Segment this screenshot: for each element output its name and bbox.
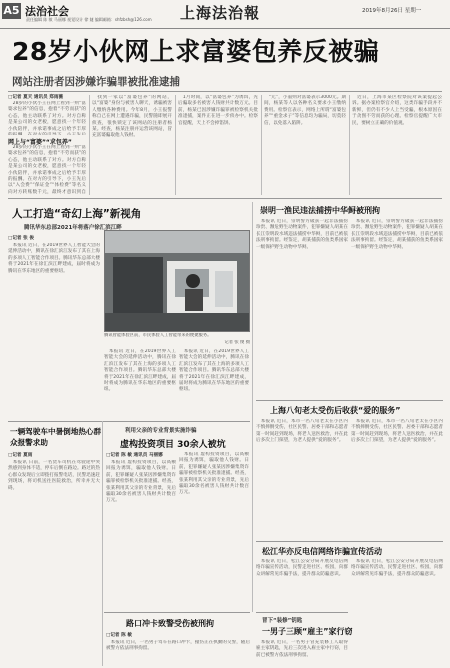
section-rule bbox=[104, 612, 250, 613]
lead-col-1b: 28岁的小伙小王在网上看到一则“富婆求包养”的信息，抱着“不劳而获”的心态，他主动联系了对方。对方自称是某公司的女老板，愿意找一个年轻小伙陪伴，并承诺事成之后给予丰厚的报酬。在对方的引导下，小王先后以“入会费”“保证金”“体检费”等名义向对方转账数千元，最终才意识到自 bbox=[8, 145, 86, 195]
lead-col-1: 28岁的小伙小王在网上看到一则“富婆求包养”的信息，抱着“不劳而获”的心态，他主动联系了对方。对方自称是某公司的女老板，愿意找一个年轻小伙陪伴，并承诺事成之后给予丰厚 bbox=[8, 101, 86, 132]
right-body-1: 本报讯 近日，崇明警方破获一起非法捕捞珍贵、濒危野生动物案件，犯罪嫌疑人胡某在长江崇明段水域违法捕捞中华鲟，目前已被依法刑事拘留。经鉴定，胡某捕获的鱼类系国家一级保护野生动物中华鲟。 bbox=[256, 219, 348, 250]
lead-byline: □记者 夏天 通讯员 郑雨薇 bbox=[8, 95, 64, 100]
drink-body: 本报讯 近日，一名男子驾车在路口冲卡，撞伤正在执勤的交警，随后被警方依法刑事拘留。 bbox=[106, 640, 250, 652]
ai-headline: 人工打造“奇幻上海”新视角 bbox=[12, 208, 142, 220]
lead-col-4: “元”，小董则对富婆表示3000元。期间，杨某等人以各种名义要求小王缴纳费用。检察官表示，网络上所谓“富婆包养”“重金求子”等信息均为骗局，切莫轻信，以免落入陷阱。 bbox=[264, 95, 346, 126]
right-headline-3: 松江华亦反电信网络诈骗宣传活动 bbox=[262, 547, 382, 556]
section-rule bbox=[8, 198, 442, 199]
right-kicker-4: 冒下“装修”钥匙 bbox=[262, 618, 303, 624]
divider bbox=[261, 95, 262, 195]
right-body-2: 本报讯 近日，本市一名八旬老太在小区内不慎摔倒受伤，社区民警、居委干部和志愿者第一时间赶到现场，将老人送医救治，并在此后多次上门探望，为老人提供“爱的服务”。 bbox=[256, 419, 348, 444]
lead-rule bbox=[8, 91, 442, 92]
ai-photo-caption: 腾讯智能体验区前，市民体验人工智能带来的便捷服务。 bbox=[104, 333, 212, 338]
lead-col-3: 1月时间，以“富婆包养”为诱饵，先后骗取多名被害人钱财共计数万元。目前，杨某已因涉嫌诈骗罪被检察机关批准逮捕，案件正在进一步侦办中。检察官提醒，天上不会掉馅饼。 bbox=[178, 95, 258, 126]
drink-byline: □记者 陈 敏 bbox=[106, 633, 132, 638]
right-body-3: 本报讯 近日，松江公安分局开展反电信网络诈骗宣传活动，民警走进社区、校园，向群众讲解常见诈骗手法，提升群众防骗意识。 bbox=[256, 559, 348, 577]
divider bbox=[252, 202, 253, 612]
ai-subhead: 腾讯华东总部2021年将落户徐汇滨江畔 bbox=[24, 225, 122, 231]
section-editors: 责任编辑 陈 敏 马丽娜 视觉设计 徐 婕 编辑邮箱：shfzbsh@126.com bbox=[26, 17, 152, 22]
masthead-logo: 上海法治報 bbox=[180, 4, 261, 22]
section-title: 法治社会 bbox=[25, 5, 69, 18]
right-body-4: 本报讯 近日，一名男子冒充装修工人取得雇主家钥匙，先后三次进入雇主家中行窃，目前已被警方依法刑事拘留。 bbox=[256, 640, 348, 658]
ai-byline: □记者 张 俊 bbox=[8, 236, 34, 241]
right-body-2b: 本报讯 近日，本市一名八旬老太在小区内不慎摔倒受伤，社区民警、居委干部和志愿者第一时间赶到现场，将老人送医救治，并在此后多次上门探望，为老人提供“爱的服务”。 bbox=[351, 419, 443, 444]
lead-subhead: 网站注册者因涉嫌诈骗罪被批准逮捕 bbox=[12, 76, 180, 88]
section-rule bbox=[256, 541, 443, 542]
lead-col-5: 近日，上海市某区检察院对该案提起公诉。据办案检察官介绍，这类诈骗手段并不新鲜，但仍有不少人上当受骗，根本原因在于贪图不劳而获的心理。检察官提醒广大市民，要树立正确的价值观。 bbox=[352, 95, 442, 126]
divider bbox=[175, 95, 176, 195]
drink-headline: 路口冲卡致警受伤被刑拘 bbox=[126, 619, 214, 628]
traffic-headline: 一辆驾驶车中暑倒地热心群众报警求助 bbox=[10, 427, 102, 447]
ai-photo-image bbox=[105, 231, 249, 331]
right-body-1b: 本报讯 近日，崇明警方破获一起非法捕捞珍贵、濒危野生动物案件，犯罪嫌疑人胡某在长江崇明段水域违法捕捞中华鲟，目前已被依法刑事拘留。经鉴定，胡某捕获的鱼类系国家一级保护野生动物中华鲟。 bbox=[351, 219, 443, 250]
right-headline-2: 上海八旬老太受伤后收获“爱的服务” bbox=[270, 406, 401, 415]
section-rule bbox=[256, 400, 443, 401]
section-rule bbox=[104, 421, 250, 422]
right-headline-4: 一男子三顾“雇主”家行窃 bbox=[262, 627, 353, 636]
right-body-3b: 本报讯 近日，松江公安分局开展反电信网络诈骗宣传活动，民警走进社区、校园，向群众讲解常见诈骗手法，提升群众防骗意识。 bbox=[351, 559, 443, 577]
section-rule bbox=[256, 612, 348, 613]
page-number-badge: A5 bbox=[3, 4, 20, 17]
investment-body-2: 本报讯 虚构投资项目，以高额回报为诱饵，骗取他人钱财。日前，犯罪嫌疑人张某因涉嫌集资诈骗罪被检察机关批准逮捕。经查，张某利用其父亲的专业背景，先后骗取30余名被害人钱财共计数百万元。 bbox=[179, 452, 249, 496]
ai-body-3: 本报讯 近日，在2019世界人工智能大会的延伸活动中，腾讯在徐汇滨江发布了其在上海的多项人工智能合作项目。腾讯华东总部大楼将于2021年在徐汇滨江畔建成，届时将成为腾讯在华东地区的重要枢纽。 bbox=[179, 349, 249, 393]
divider bbox=[102, 421, 103, 666]
right-headline-1: 崇明一渔民违法捕捞中华鲟被刑拘 bbox=[260, 206, 380, 215]
divider bbox=[89, 95, 90, 195]
lead-bold-line: 网上与“富婆”“求包养” bbox=[8, 139, 72, 146]
ai-photo-credit: 记者 张 俊 摄 bbox=[224, 340, 250, 345]
section-rule bbox=[8, 421, 104, 422]
investment-headline: 虚构投资项目 30余人被坑 bbox=[120, 440, 226, 450]
divider bbox=[349, 95, 350, 195]
ai-body: 本报讯 近日，在2019世界人工智能大会的延伸活动中，腾讯在徐汇滨江发布了其在上海的多项人工智能合作项目。腾讯华东总部大楼将于2021年在徐汇滨江畔建成，届时将成为腾讯在华东地区的重要枢纽。 bbox=[8, 243, 100, 274]
ai-body-2: 本报讯 近日，在2019世界人工智能大会的延伸活动中，腾讯在徐汇滨江发布了其在上海的多项人工智能合作项目。腾讯华东总部大楼将于2021年在徐汇滨江畔建成，届时将成为腾讯在华东地区的重要枢纽。 bbox=[104, 349, 176, 393]
investment-byline: □记者 陈 敏 通讯员 马丽娜 bbox=[106, 453, 163, 458]
traffic-body: 本报讯 日前，一名货车司机在驾驶途中突然感到身体不适，停车后倒在路边。路过的热心群众发现后立即拨打报警电话，民警迅速赶到现场，将司机送往医院救治，所幸并无大碍。 bbox=[8, 460, 100, 491]
investment-kicker: 利用父亲的专业背景实施诈骗 bbox=[125, 428, 197, 434]
issue-date: 2019年8月26日 星期一 bbox=[362, 8, 422, 14]
lead-headline: 28岁小伙网上求富婆包养反被骗 bbox=[12, 37, 380, 66]
ai-photo bbox=[104, 230, 250, 332]
lead-col-2: 找到一家以“富婆包养”的网站，以“富婆”身份与被害人聊天，诱骗被害人缴纳各种费用。今年8月，小王报警称自己在网上遭遇诈骗，民警随即展开侦查，很快锁定了该网站的注册者杨某。经查，杨某注册并运营该网站，冒充富婆骗取他人钱财。 bbox=[92, 95, 172, 139]
investment-body-1: 本报讯 虚构投资项目，以高额回报为诱饵，骗取他人钱财。日前，犯罪嫌疑人张某因涉嫌集资诈骗罪被检察机关批准逮捕。经查，张某利用其父亲的专业背景，先后骗取30余名被害人钱财共计数百万元。 bbox=[106, 460, 176, 504]
traffic-byline: □记者 夏雨 bbox=[8, 453, 33, 458]
